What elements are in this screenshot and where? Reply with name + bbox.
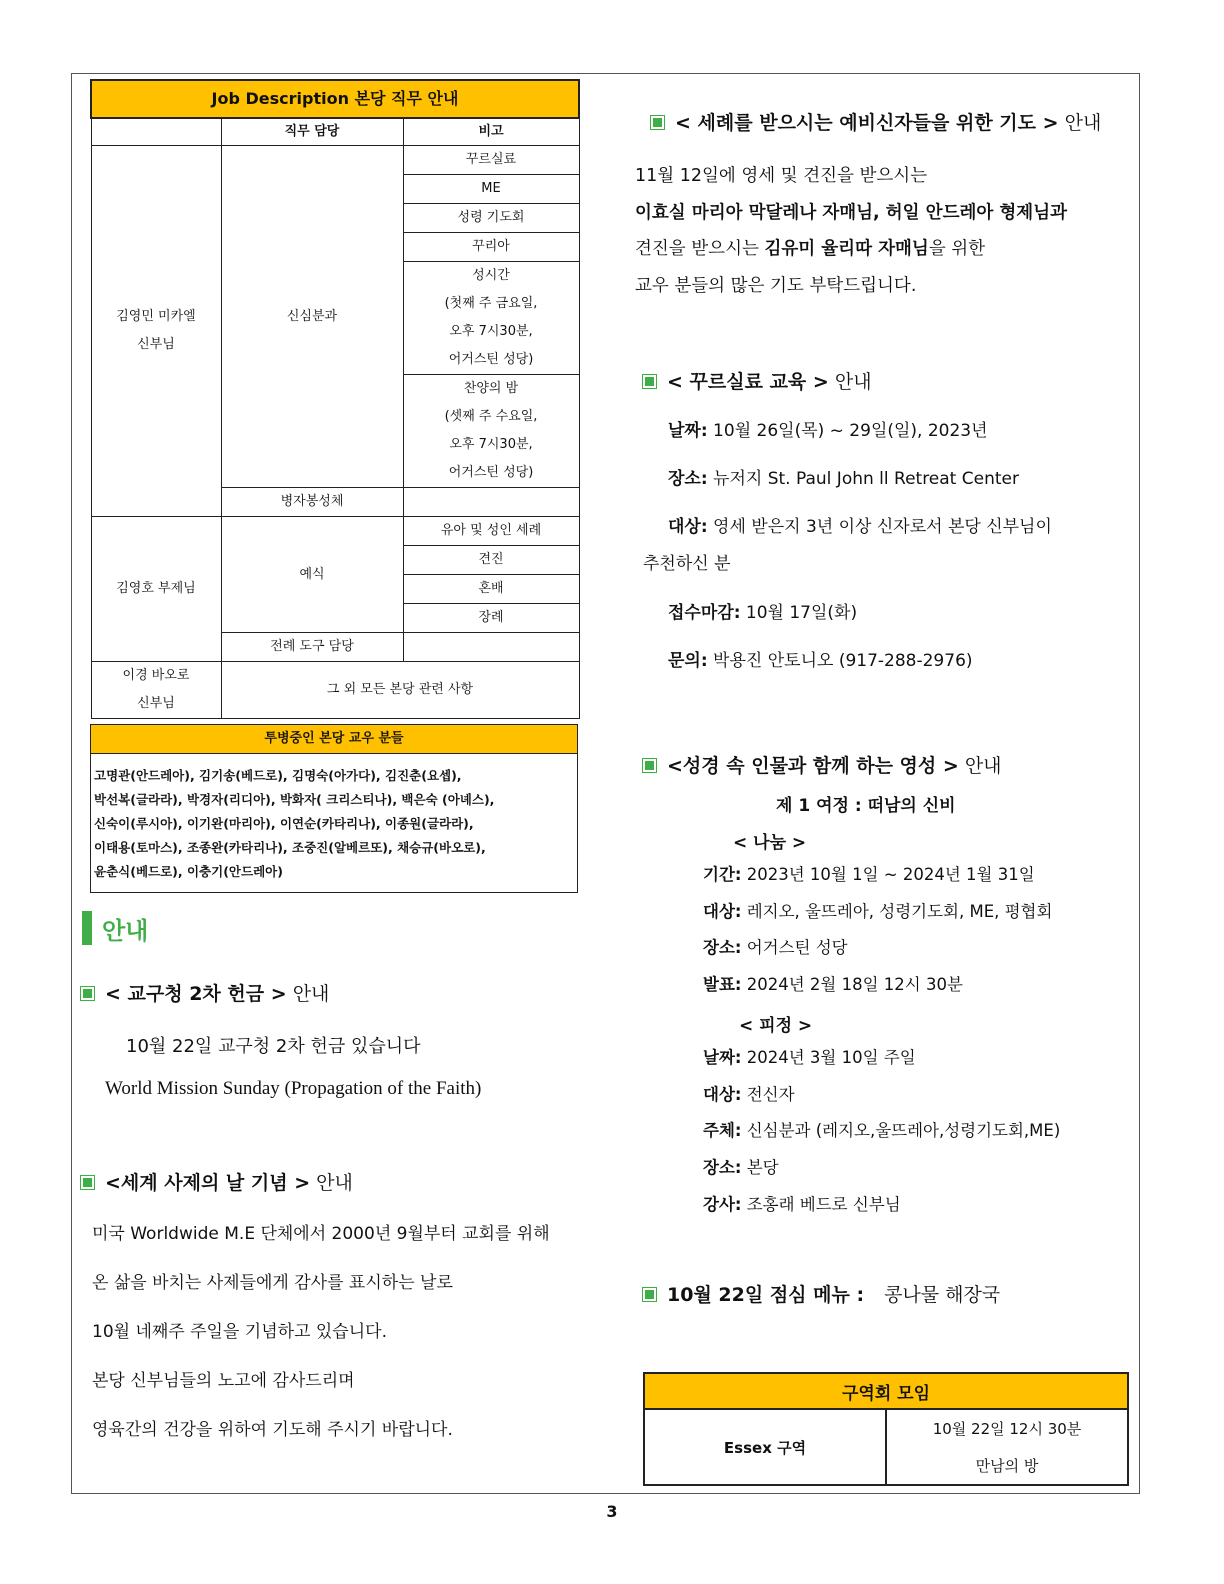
- pastor-name-cell: [91, 662, 221, 719]
- bible-sharing-item: 기간: 2023년 10월 1일 ~ 2024년 1월 31일: [703, 865, 1035, 884]
- cursillo-deadline: [643, 589, 1052, 637]
- meeting-district: Essex 구역: [644, 1409, 886, 1485]
- bible-sharing-item: 발표: 2024년 2월 18일 12시 30분: [703, 975, 963, 995]
- priest-day-line: 미국 Worldwide M.E 단체에서 2000년 9월부터 교회를 위해: [92, 1224, 550, 1244]
- baptism-line3: [635, 231, 1067, 268]
- pastor-name-line2: 신부님: [137, 696, 175, 711]
- note-line: 오후 7시30분,: [449, 437, 533, 452]
- job-table-header-blank: [91, 118, 221, 146]
- meeting-place: 만남의 방: [886, 1447, 1128, 1485]
- patients-line: 신숙이(루시아), 이기완(마리아), 이연순(카타리나), 이종원(글라라),: [94, 816, 474, 831]
- baptism-line3-bold: 김유미 율리따 자매님: [764, 239, 929, 259]
- patients-title: 투병중인 본당 교우 분들: [91, 725, 577, 754]
- priest1-name-cell: [91, 146, 221, 517]
- lunch-value: 콩나물 해장국: [884, 1284, 1001, 1306]
- priest-day-line: 영육간의 건강을 위하여 기도해 주시기 바랍니다.: [92, 1420, 453, 1440]
- pastor-role: 그 외 모든 본당 관련 사항: [221, 662, 579, 719]
- bible-retreat-item: 대상: 전신자: [703, 1084, 795, 1104]
- cursillo-heading: < 꾸르실료 교육 >: [667, 371, 829, 393]
- baptism-heading: < 세례를 받으시는 예비신자들을 위한 기도 >: [675, 112, 1059, 134]
- bible-sharing-title: < 나눔 >: [733, 833, 807, 853]
- cursillo-place: [643, 455, 1052, 503]
- baptism-line1: 11월 12일에 영세 및 견진을 받으시는: [635, 166, 928, 186]
- checkbox-icon: [642, 1287, 657, 1302]
- cursillo-deadline-label: 접수마감:: [668, 603, 741, 623]
- bible-retreat-list: [703, 1040, 1060, 1224]
- cursillo-details: [643, 407, 1052, 685]
- note-line: 오후 7시30분,: [449, 324, 533, 339]
- cursillo-target-label: 대상:: [668, 517, 708, 537]
- priest-day-heading-suffix: 안내: [310, 1172, 353, 1194]
- job-table-header-note: 비고: [403, 118, 579, 146]
- priest1-role: 신심분과: [221, 146, 403, 488]
- district-meeting-table: [643, 1372, 1129, 1486]
- bible-subtitle: 제 1 여정 : 떠남의 신비: [776, 796, 956, 816]
- priest1-role2: 병자봉성체: [221, 488, 403, 517]
- collection-line2: World Mission Sunday (Propagation of the Faith): [105, 1078, 482, 1099]
- note-cell: 유아 및 성인 세례: [403, 517, 579, 546]
- priest-day-heading: <세계 사제의 날 기념 >: [105, 1172, 311, 1194]
- priest1-name-line2: 신부님: [137, 337, 175, 352]
- patients-line: 윤춘식(베드로), 이충기(안드레아): [94, 864, 283, 879]
- checkbox-icon: [642, 374, 657, 389]
- bible-retreat-item: 강사: 조홍래 베드로 신부님: [703, 1194, 901, 1214]
- patients-list: [91, 754, 577, 884]
- note-line: 찬양의 밤: [463, 381, 519, 396]
- bible-sharing-item: 장소: 어거스틴 성당: [703, 938, 848, 958]
- patients-box: [90, 724, 578, 893]
- lunch-menu: [642, 1280, 1000, 1307]
- note-line: (첫째 주 금요일,: [444, 296, 538, 311]
- deacon-role2: 전례 도구 담당: [221, 633, 403, 662]
- note-empty-cell: [403, 633, 579, 662]
- note-cell: 장례: [403, 604, 579, 633]
- baptism-line4: 교우 분들의 많은 기도 부탁드립니다.: [635, 275, 917, 296]
- collection-notice: [80, 979, 481, 1100]
- bible-heading: <성경 속 인물과 함께 하는 영성 >: [667, 755, 959, 777]
- cursillo-contact-value: 박용진 안토니오 (917-288-2976): [707, 651, 973, 671]
- job-description-table: [90, 79, 580, 719]
- baptism-text: [635, 158, 1067, 304]
- section-header: [82, 910, 148, 946]
- priest-day-line: 온 삶을 바치는 사제들에게 감사를 표시하는 날로: [92, 1273, 453, 1293]
- baptism-notice: [650, 108, 1101, 135]
- cursillo-date: [643, 407, 1052, 455]
- bible-notice: [642, 751, 1002, 778]
- cursillo-target-value: 영세 받은지 3년 이상 신자로서 본당 신부님이: [707, 517, 1052, 537]
- cursillo-target-cont: 추천하신 분: [643, 554, 731, 574]
- lunch-label: 10월 22일 점심 메뉴 :: [667, 1284, 865, 1306]
- note-line: 어거스틴 성당): [448, 465, 534, 480]
- pastor-name-line1: 이경 바오로: [122, 668, 190, 683]
- cursillo-contact: [643, 637, 1052, 685]
- note-cell: 혼배: [403, 575, 579, 604]
- bible-retreat-item: 장소: 본당: [703, 1158, 779, 1178]
- checkbox-icon: [80, 1175, 95, 1190]
- note-adoration-cell: [403, 262, 579, 375]
- cursillo-date-label: 날짜:: [668, 421, 708, 441]
- note-cell: 꾸리아: [403, 233, 579, 262]
- patients-line: 고명관(안드레아), 김기송(베드로), 김명숙(아가다), 김진춘(요셉),: [94, 768, 462, 783]
- cursillo-heading-suffix: 안내: [828, 371, 872, 393]
- cursillo-target: [643, 503, 1052, 551]
- patients-line: 이태용(토마스), 조종완(카타리나), 조중진(알베르또), 채승규(바오로),: [94, 840, 486, 855]
- bible-sharing-item: 대상: 레지오, 울뜨레아, 성령기도회, ME, 평협회: [703, 901, 1053, 921]
- note-cell: 꾸르실료: [403, 146, 579, 175]
- job-table-title: Job Description 본당 직무 안내: [91, 80, 579, 118]
- note-empty-cell: [403, 488, 579, 517]
- section-title: 안내: [102, 916, 149, 945]
- bible-retreat-item: 주체: 신심분과 (레지오,울뜨레아,성령기도회,ME): [703, 1121, 1061, 1141]
- cursillo-notice: [642, 367, 872, 394]
- priest-day-line: 10월 네째주 주일을 기념하고 있습니다.: [92, 1322, 387, 1342]
- priest1-name-line1: 김영민 미카엘: [116, 309, 196, 324]
- meeting-title: 구역회 모임: [644, 1373, 1128, 1409]
- baptism-heading-suffix: 안내: [1058, 112, 1102, 134]
- collection-heading-suffix: 안내: [286, 983, 330, 1005]
- cursillo-contact-label: 문의:: [668, 651, 708, 671]
- note-cell: 성령 기도회: [403, 204, 579, 233]
- checkbox-icon: [642, 758, 657, 773]
- baptism-line3-pre: 견진을 받으시는: [635, 239, 765, 259]
- cursillo-place-value: 뉴저지 St. Paul John ll Retreat Center: [707, 469, 1019, 489]
- priest-day-notice: [80, 1168, 550, 1455]
- meeting-time: 10월 22일 12시 30분: [886, 1409, 1128, 1447]
- note-line: 어거스틴 성당): [448, 352, 534, 367]
- deacon-role: 예식: [221, 517, 403, 633]
- section-bar: [82, 911, 92, 945]
- bible-retreat-item: 날짜: 2024년 3월 10일 주일: [703, 1048, 916, 1067]
- note-cell: ME: [403, 175, 579, 204]
- collection-line1: 10월 22일 교구청 2차 헌금 있습니다: [126, 1036, 421, 1057]
- priest-day-line: 본당 신부님들의 노고에 감사드리며: [92, 1371, 355, 1391]
- page-number: 3: [606, 1502, 618, 1521]
- bible-retreat-title: < 피정 >: [739, 1016, 813, 1036]
- job-table-header-role: 직무 담당: [221, 118, 403, 146]
- checkbox-icon: [650, 115, 665, 130]
- note-line: (셋째 주 수요일,: [444, 409, 538, 424]
- note-line: 성시간: [472, 268, 510, 283]
- cursillo-deadline-value: 10월 17일(화): [740, 603, 858, 623]
- note-praise-cell: [403, 375, 579, 488]
- collection-heading: < 교구청 2차 헌금 >: [105, 983, 287, 1005]
- cursillo-date-value: 10월 26일(목) ~ 29일(일), 2023년: [707, 421, 988, 441]
- note-cell: 견진: [403, 546, 579, 575]
- baptism-line2: 이효실 마리아 막달레나 자매님, 허일 안드레아 형제님과: [635, 202, 1068, 223]
- bible-sharing-list: [703, 857, 1052, 1004]
- deacon-name: 김영호 부제님: [91, 517, 221, 662]
- patients-line: 박선복(글라라), 박경자(리디아), 박화자( 크리스티나), 백은숙 (아녜스),: [94, 792, 495, 807]
- checkbox-icon: [80, 986, 95, 1001]
- priest-day-text: [92, 1210, 550, 1455]
- cursillo-place-label: 장소:: [668, 469, 708, 489]
- baptism-line3-post: 을 위한: [928, 239, 986, 259]
- bible-heading-suffix: 안내: [958, 755, 1002, 777]
